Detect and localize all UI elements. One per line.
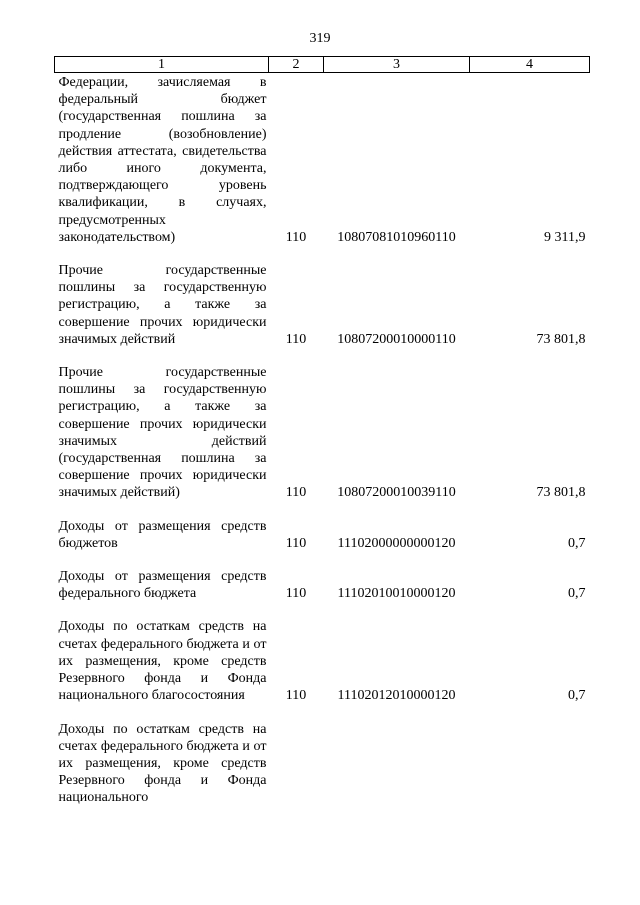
row-kbk: 10807200010039110 bbox=[337, 485, 456, 501]
row-amount: 0,7 bbox=[568, 688, 586, 704]
row-amount: 0,7 bbox=[568, 586, 586, 602]
budget-table bbox=[54, 56, 590, 807]
row-code: 110 bbox=[285, 485, 307, 501]
column-header-3: 3 bbox=[324, 57, 470, 73]
table-row bbox=[55, 705, 590, 807]
row-amount: 73 801,8 bbox=[536, 331, 586, 347]
row-code: 110 bbox=[285, 229, 307, 245]
row-name: Прочие государственные пошлины за государственную регистрацию, а также за совершение прочих юридически значимых действий (государственная пошлина за совершение прочих юридически значимых действий) bbox=[58, 365, 267, 501]
row-name: Доходы от размещения средств федерального бюджета bbox=[58, 569, 267, 602]
row-kbk bbox=[324, 705, 470, 807]
row-kbk: 11102000000000120 bbox=[337, 535, 456, 551]
table-row bbox=[55, 348, 590, 502]
table-row bbox=[55, 602, 590, 704]
table-header-row bbox=[55, 57, 590, 73]
row-kbk: 11102010010000120 bbox=[337, 586, 456, 602]
row-name: Доходы по остаткам средств на счетах федерального бюджета и от их размещения, кроме средств Резервного фонда и Фонда национального bbox=[58, 721, 267, 806]
table-row bbox=[55, 246, 590, 348]
row-kbk: 10807200010000110 bbox=[337, 331, 456, 347]
row-code: 110 bbox=[285, 535, 307, 551]
column-header-1: 1 bbox=[55, 57, 269, 73]
column-header-4: 4 bbox=[470, 57, 590, 73]
table-row bbox=[55, 73, 590, 247]
row-amount: 73 801,8 bbox=[536, 485, 586, 501]
row-code bbox=[269, 705, 324, 807]
table-row bbox=[55, 502, 590, 552]
table-row bbox=[55, 552, 590, 602]
row-kbk: 10807081010960110 bbox=[337, 229, 456, 245]
row-amount: 9 311,9 bbox=[544, 229, 586, 245]
page-number: 319 bbox=[309, 31, 331, 46]
row-code: 110 bbox=[285, 586, 307, 602]
row-name: Доходы по остаткам средств на счетах федерального бюджета и от их размещения, кроме средств Резервного фонда и Фонда национального благосостояния bbox=[58, 619, 267, 704]
row-name: Доходы от размещения средств бюджетов bbox=[58, 518, 267, 551]
row-amount: 0,7 bbox=[568, 535, 586, 551]
row-name: Прочие государственные пошлины за государственную регистрацию, а также за совершение прочих юридически значимых действий bbox=[58, 263, 267, 347]
row-code: 110 bbox=[285, 331, 307, 347]
row-code: 110 bbox=[285, 688, 307, 704]
row-kbk: 11102012010000120 bbox=[337, 688, 456, 704]
row-amount bbox=[470, 705, 590, 807]
row-name: Федерации, зачисляемая в федеральный бюджет (государственная пошлина за продление (возобновление) действия аттестата, свидетельства либо иного документа, подтверждающего уровень квалификации, в случаях, предусмотренных законодательством) bbox=[58, 75, 267, 245]
column-header-2: 2 bbox=[269, 57, 324, 73]
